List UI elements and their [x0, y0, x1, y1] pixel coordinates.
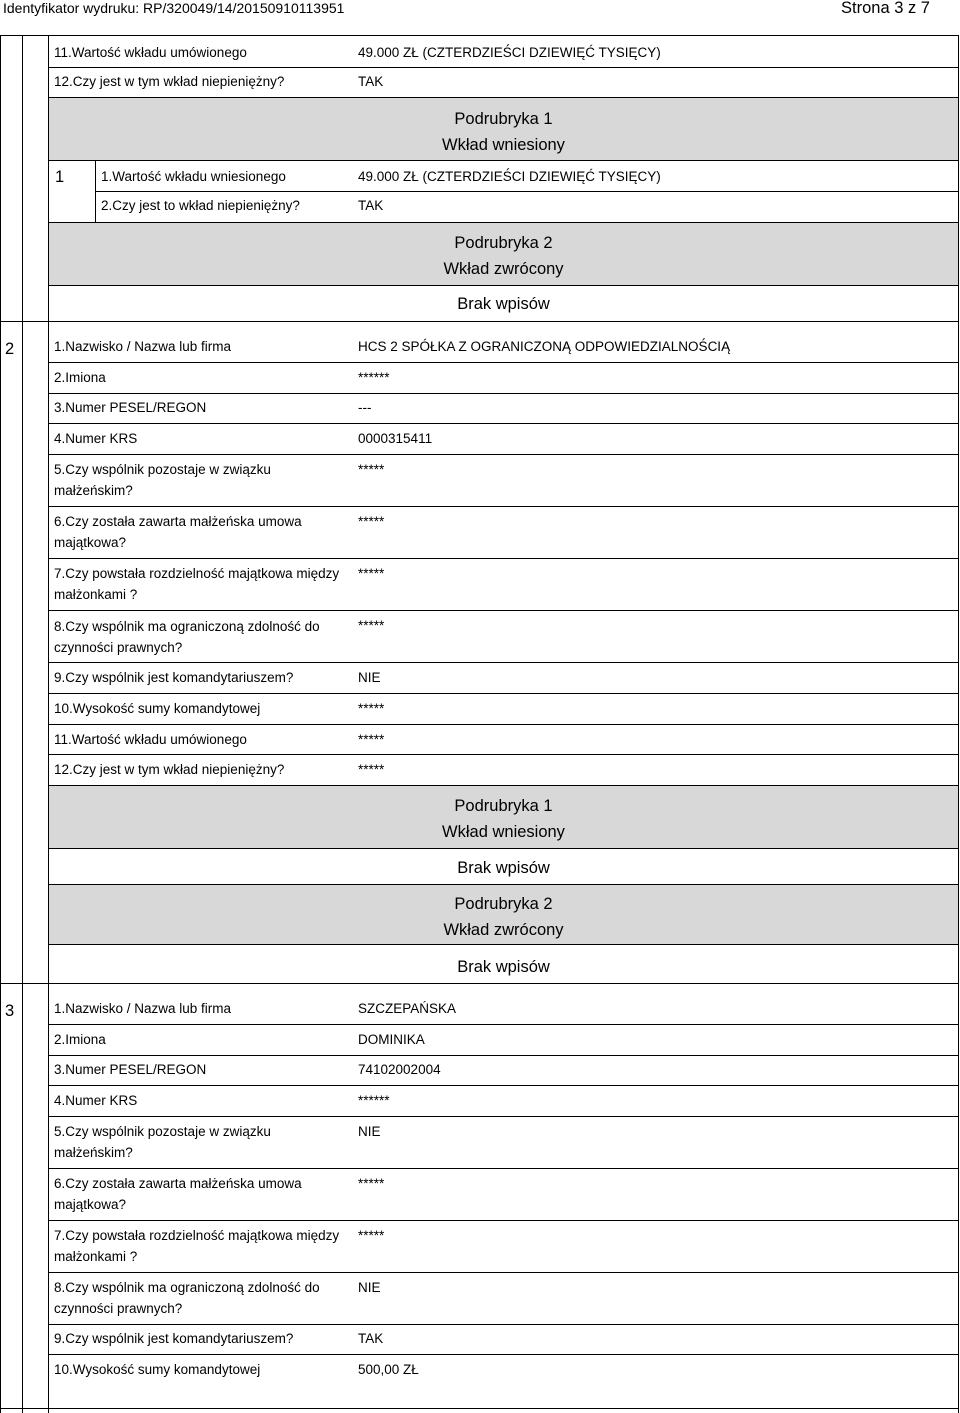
field-label: 10.Wysokość sumy komandytowej — [54, 1362, 261, 1377]
row-divider — [48, 1116, 958, 1117]
field-label: 4.Numer KRS — [54, 1093, 138, 1108]
row-divider — [48, 454, 958, 455]
row-divider — [48, 1055, 958, 1056]
field-value: ***** — [358, 701, 385, 716]
section-divider — [0, 983, 959, 984]
field-value: ****** — [358, 1093, 390, 1108]
row-divider — [48, 1324, 958, 1325]
field-value: 0000315411 — [358, 431, 433, 446]
empty-entries: Brak wpisów — [457, 859, 550, 877]
field-label: 9.Czy wspólnik jest komandytariuszem? — [54, 1331, 294, 1346]
field-label: 2.Imiona — [54, 1032, 106, 1047]
field-label: 1.Wartość wkładu wniesionego — [101, 169, 286, 184]
row-divider — [48, 506, 958, 507]
row-divider — [48, 1024, 958, 1025]
field-value: NIE — [358, 1124, 381, 1139]
print-identifier: Identyfikator wydruku: RP/320049/14/20150910113951 — [3, 0, 345, 16]
field-value: SZCZEPAŃSKA — [358, 1001, 457, 1016]
field-label: 5.Czy wspólnik pozostaje w związku małżeńskim? — [54, 462, 271, 498]
subsection-title: Podrubryka 1 — [454, 110, 553, 128]
field-value: TAK — [358, 198, 384, 213]
field-label: 8.Czy wspólnik ma ograniczoną zdolność do czynności prawnych? — [54, 1280, 320, 1316]
field-label: 7.Czy powstała rozdzielność majątkowa między małżonkami ? — [54, 566, 340, 602]
field-value: ***** — [358, 1176, 385, 1191]
field-label: 1.Nazwisko / Nazwa lub firma — [54, 339, 232, 354]
field-value: TAK — [358, 74, 384, 89]
field-value: NIE — [358, 1280, 381, 1295]
field-label: 11.Wartość wkładu umówionego — [54, 45, 247, 60]
subsection-subtitle: Wkład zwrócony — [443, 921, 564, 939]
subsection-title: Podrubryka 2 — [454, 895, 553, 913]
row-divider — [48, 1220, 958, 1221]
bottom-border — [0, 1408, 959, 1409]
field-label: 3.Numer PESEL/REGON — [54, 1062, 207, 1077]
field-label: 4.Numer KRS — [54, 431, 138, 446]
row-divider — [48, 754, 958, 755]
field-label: 2.Czy jest to wkład niepieniężny? — [101, 198, 300, 213]
field-label: 11.Wartość wkładu umówionego — [54, 732, 247, 747]
field-value: 49.000 ZŁ (CZTERDZIEŚCI DZIEWIĘĆ TYSIĘCY) — [358, 169, 661, 184]
field-label: 6.Czy została zawarta małżeńska umowa majątkowa? — [54, 514, 302, 550]
outer-right-border — [958, 35, 959, 1413]
page-number: Strona 3 z 7 — [841, 0, 930, 17]
field-value: 74102002004 — [358, 1062, 441, 1077]
partner-index: 3 — [5, 1002, 15, 1020]
field-value: 49.000 ZŁ (CZTERDZIEŚCI DZIEWIĘĆ TYSIĘCY) — [358, 45, 661, 60]
field-value: ***** — [358, 618, 385, 633]
subsection-title: Podrubryka 1 — [454, 797, 553, 815]
row-divider — [48, 558, 958, 559]
field-label: 2.Imiona — [54, 370, 106, 385]
row-divider — [95, 191, 958, 192]
row-divider — [48, 1354, 958, 1355]
field-value: ***** — [358, 566, 385, 581]
index-column-border — [22, 35, 23, 1413]
row-divider — [48, 662, 958, 663]
field-value: ***** — [358, 732, 385, 747]
row-divider — [48, 393, 958, 394]
field-label: 3.Numer PESEL/REGON — [54, 400, 207, 415]
row-divider — [48, 160, 958, 161]
field-label: 6.Czy została zawarta małżeńska umowa majątkowa? — [54, 1176, 302, 1212]
field-value: ****** — [358, 370, 390, 385]
row-divider — [48, 285, 958, 286]
subsection-subtitle: Wkład zwrócony — [443, 260, 564, 278]
row-divider — [48, 423, 958, 424]
section-divider — [0, 321, 959, 322]
sub-entry-index: 1 — [55, 168, 65, 186]
subsection-subtitle: Wkład wniesiony — [442, 136, 565, 154]
partner-index: 2 — [5, 340, 15, 358]
field-value: ***** — [358, 514, 385, 529]
field-label: 12.Czy jest w tym wkład niepieniężny? — [54, 74, 285, 89]
field-value: ***** — [358, 762, 385, 777]
field-label: 9.Czy wspólnik jest komandytariuszem? — [54, 670, 294, 685]
field-label: 10.Wysokość sumy komandytowej — [54, 701, 261, 716]
row-divider — [48, 944, 958, 945]
field-label: 1.Nazwisko / Nazwa lub firma — [54, 1001, 232, 1016]
row-divider — [48, 1168, 958, 1169]
row-divider — [48, 362, 958, 363]
empty-entries: Brak wpisów — [457, 958, 550, 976]
top-border — [0, 35, 959, 36]
subsection-title: Podrubryka 2 — [454, 234, 553, 252]
row-divider — [48, 610, 958, 611]
row-divider — [48, 1085, 958, 1086]
outer-left-border — [0, 35, 1, 1413]
field-value: ***** — [358, 462, 385, 477]
field-value: ***** — [358, 1228, 385, 1243]
row-divider — [48, 724, 958, 725]
row-divider — [48, 848, 958, 849]
field-value: HCS 2 SPÓŁKA Z OGRANICZONĄ ODPOWIEDZIALNOŚCIĄ — [358, 339, 731, 354]
field-value: TAK — [358, 1331, 384, 1346]
row-divider — [48, 1272, 958, 1273]
field-value: NIE — [358, 670, 381, 685]
field-label: 7.Czy powstała rozdzielność majątkowa między małżonkami ? — [54, 1228, 340, 1264]
field-value: --- — [358, 400, 372, 415]
empty-entries: Brak wpisów — [457, 295, 550, 313]
field-value: DOMINIKA — [358, 1032, 425, 1047]
field-label: 5.Czy wspólnik pozostaje w związku małżeńskim? — [54, 1124, 271, 1160]
field-label: 12.Czy jest w tym wkład niepieniężny? — [54, 762, 285, 777]
row-divider — [48, 67, 958, 68]
field-value: 500,00 ZŁ — [358, 1362, 419, 1377]
field-label: 8.Czy wspólnik ma ograniczoną zdolność do czynności prawnych? — [54, 619, 320, 655]
subsection-subtitle: Wkład wniesiony — [442, 823, 565, 841]
row-divider — [48, 693, 958, 694]
